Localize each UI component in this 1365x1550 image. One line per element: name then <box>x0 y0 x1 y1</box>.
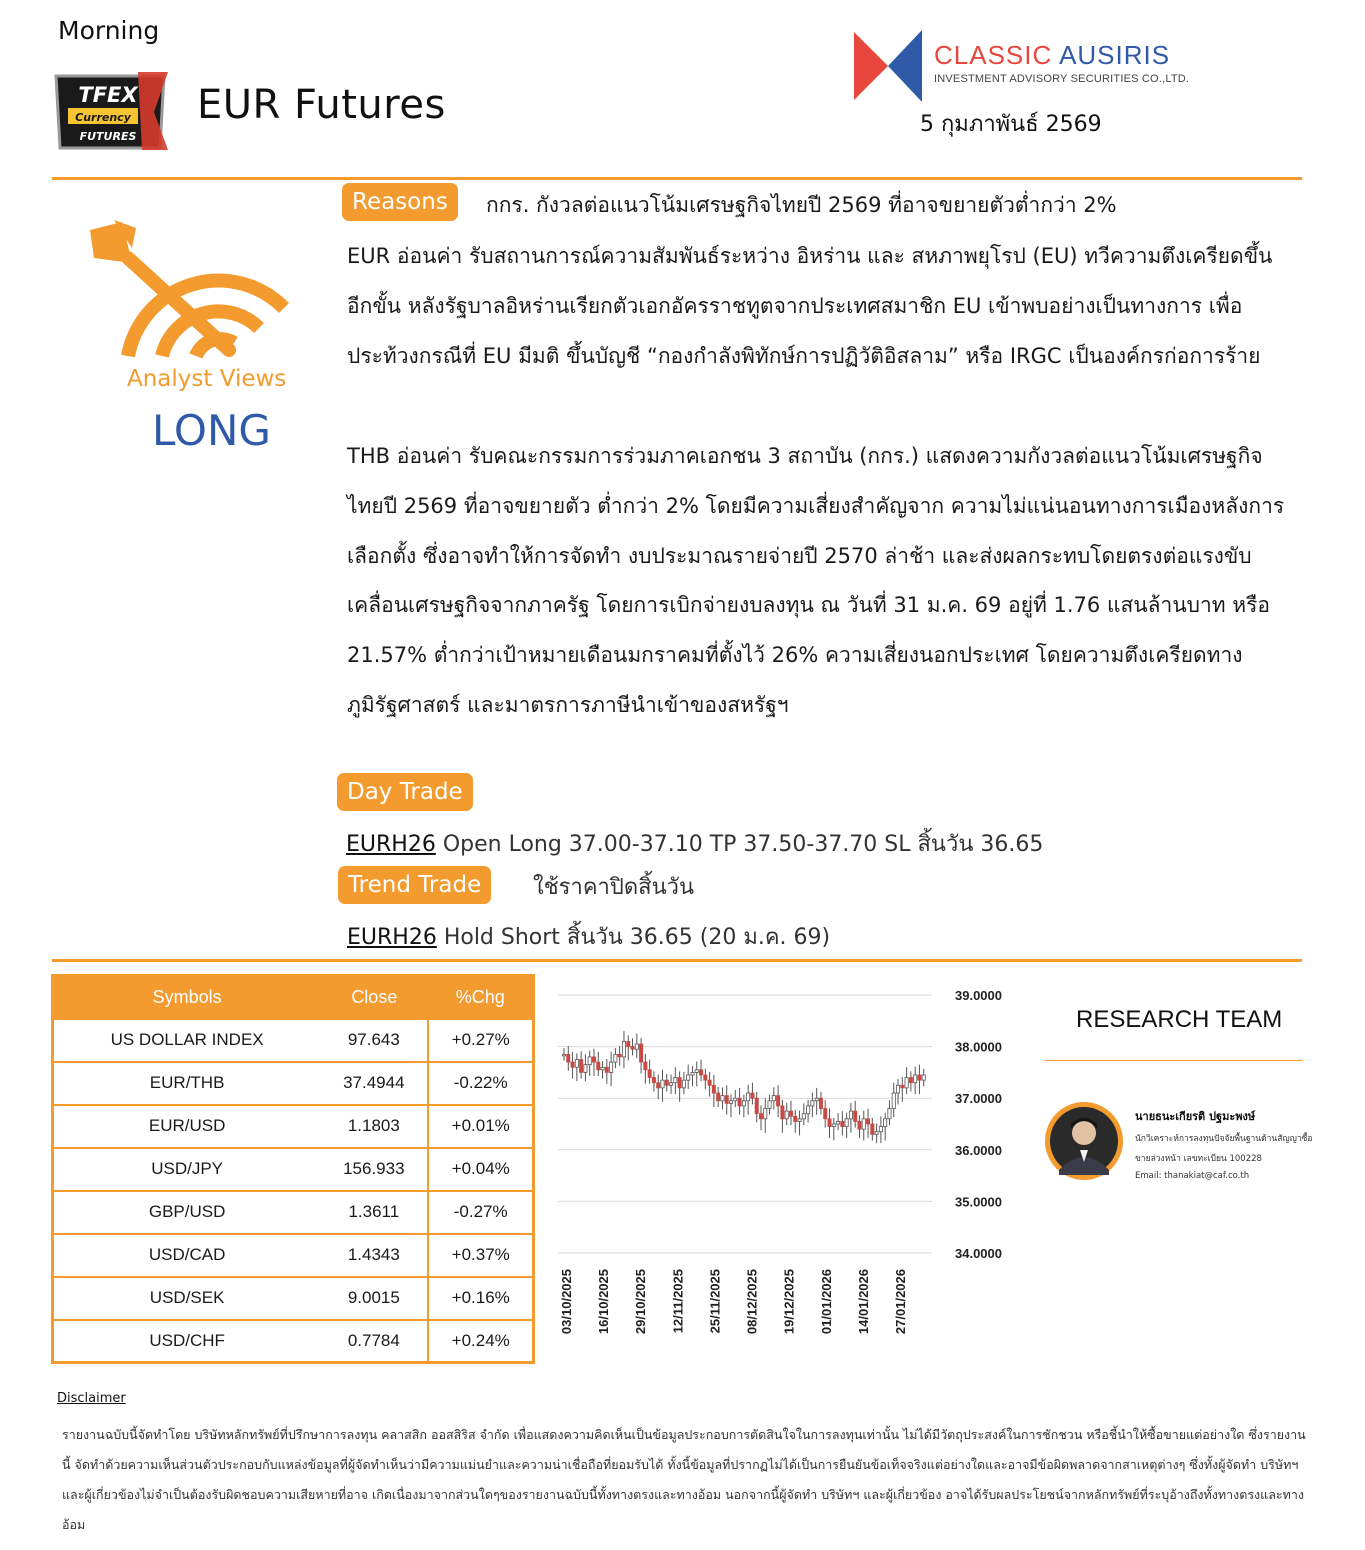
candle-body <box>648 1070 651 1078</box>
candle-body <box>644 1062 647 1070</box>
candle-body <box>781 1106 784 1119</box>
day-trade-detail: Open Long 37.00-37.10 TP 37.50-37.70 SL สิ้นวัน 36.65 <box>435 832 1044 857</box>
candle-body <box>785 1111 788 1119</box>
candle-body <box>862 1119 865 1129</box>
candle-body <box>725 1096 728 1104</box>
candle-body <box>866 1119 869 1124</box>
candle-body <box>687 1075 690 1080</box>
x-tick-label: 27/01/2026 <box>893 1269 908 1335</box>
candle-body <box>747 1093 750 1101</box>
candle-body <box>738 1098 741 1106</box>
candle-body <box>789 1111 792 1116</box>
candle-body <box>918 1075 921 1080</box>
candle-body <box>575 1060 578 1068</box>
analyst-license: ขายล่วงหน้า เลขทะเบียน 100228 <box>1135 1154 1262 1164</box>
edition-label: Morning <box>58 16 160 45</box>
candle-body <box>879 1127 882 1132</box>
candle-body <box>845 1119 848 1127</box>
candle-body <box>699 1070 702 1075</box>
candle-body <box>635 1044 638 1049</box>
x-tick-label: 16/10/2025 <box>596 1269 612 1335</box>
candle-body <box>657 1083 660 1088</box>
candle-body <box>669 1083 672 1086</box>
page-title: EUR Futures <box>197 82 446 128</box>
candle-body <box>618 1054 621 1057</box>
candle-body <box>815 1098 818 1101</box>
brand-subtitle: INVESTMENT ADVISORY SECURITIES CO.,LTD. <box>934 73 1190 85</box>
candle-body <box>922 1075 925 1080</box>
candle-body <box>772 1096 775 1101</box>
table-row: USD/JPY 156.933 +0.04% <box>53 1148 534 1191</box>
candle-body <box>794 1116 797 1121</box>
divider-middle <box>52 959 1302 962</box>
x-tick-label: 29/10/2025 <box>633 1269 649 1335</box>
report-date: 5 กุมภาพันธ์ 2569 <box>920 112 1102 137</box>
tfex-logo-futures: FUTURES <box>79 130 137 143</box>
candle-body <box>914 1075 917 1083</box>
x-tick-label: 01/01/2026 <box>818 1269 834 1335</box>
candle-body <box>614 1054 617 1062</box>
candle-body <box>652 1078 655 1083</box>
day-trade-recommendation <box>346 826 1043 861</box>
candle-body <box>849 1111 852 1119</box>
candle-body <box>704 1075 707 1080</box>
candle-body <box>759 1114 762 1119</box>
x-tick-label: 14/01/2026 <box>855 1269 871 1335</box>
candle-body <box>892 1093 895 1108</box>
candle-body <box>777 1096 780 1106</box>
candle-body <box>571 1062 574 1067</box>
candle-body <box>717 1093 720 1101</box>
candle-body <box>798 1119 801 1122</box>
candle-body <box>721 1096 724 1101</box>
classic-ausiris-logo-icon <box>852 28 924 104</box>
column-header-change: %Chg <box>428 976 533 1019</box>
market-summary-table <box>51 974 535 1364</box>
y-tick-label: 36.0000 <box>955 1142 1002 1158</box>
y-tick-label: 35.0000 <box>955 1194 1002 1210</box>
candle-body <box>802 1114 805 1119</box>
day-trade-symbol: EURH26 <box>346 832 436 857</box>
trend-trade-badge: Trend Trade <box>338 866 491 904</box>
candle-body <box>601 1067 604 1070</box>
candle-body <box>836 1121 839 1124</box>
research-team-divider <box>1045 1060 1303 1061</box>
eurh26-price-chart <box>540 975 1040 1375</box>
candle-body <box>901 1085 904 1088</box>
x-tick-label: 25/11/2025 <box>707 1269 723 1334</box>
candle-body <box>712 1085 715 1093</box>
candle-body <box>819 1098 822 1108</box>
candle-body <box>588 1057 591 1065</box>
trend-trade-note: ใช้ราคาปิดสิ้นวัน <box>533 875 695 900</box>
brand-name: CLASSIC AUSIRIS <box>934 40 1171 70</box>
candle-body <box>832 1124 835 1127</box>
table-row: US DOLLAR INDEX 97.643 +0.27% <box>53 1019 534 1062</box>
table-row: GBP/USD 1.3611 -0.27% <box>53 1191 534 1234</box>
candle-body <box>751 1093 754 1098</box>
y-tick-label: 37.0000 <box>955 1091 1002 1107</box>
x-tick-label: 19/12/2025 <box>781 1269 797 1335</box>
candle-body <box>884 1119 887 1127</box>
candle-body <box>764 1109 767 1119</box>
disclaimer-text: รายงานฉบับนี้จัดทำโดย บริษัทหลักทรัพย์ที่ปรึกษาการลงทุน คลาสสิก ออสสิริส จำกัด เพื่อแสดงความคิดเห็นเป็นข้อมูลประกอบการตัดสินใจในการลงทุนเท่านั้น ไม่ได้มีวัตถุประสงค์ในการชักชวน หรือชี้นำให้ซื้อขายแต่อย่างใด ซึ่งรายงานนี้ จัดทำด้วยความเห็นส่วนตัวประกอบกับแหล่งข้อมูลที่ผู้จัดทำเห็นว่ามีความแม่นยำและความน่าเชื่อถือที่ยอมรับได้ ทั้งนี้ข้อมูลที่ปรากฏไม่ได้เป็นการยืนยันข้อเท็จจริงแต่อย่างใดและอาจมีข้อผิดพลาดจากสาเหตุต่างๆ ซึ่งทั้งผู้จัดทำ บริษัทฯ และผู้เกี่ยวข้องไม่จำเป็นต้องรับผิดชอบความเสียหายที่อาจ เกิดเนื่องมาจากส่วนใดๆของรายงานฉบับนี้ทั้งทางตรงและทางอ้อม นอกจากนี้ผู้จัดทำ บริษัทฯ และผู้เกี่ยวข้อง อาจได้รับผลประโยชน์จากหลักทรัพย์ที่ระบุอ้างถึงทั้งทางตรงและทางอ้อม <box>62 1427 1306 1532</box>
y-tick-label: 39.0000 <box>955 988 1002 1003</box>
candle-body <box>678 1078 681 1088</box>
candle-body <box>592 1057 595 1062</box>
analyst-name: นายธนะเกียรติ ปฐมะพงษ์ <box>1135 1110 1256 1123</box>
trend-trade-detail: Hold Short สิ้นวัน 36.65 (20 ม.ค. 69) <box>436 925 831 950</box>
candle-body <box>580 1060 583 1073</box>
x-tick-label: 08/12/2025 <box>744 1269 760 1335</box>
candle-body <box>610 1062 613 1072</box>
candle-body <box>708 1080 711 1085</box>
table-row: USD/SEK 9.0015 +0.16% <box>53 1277 534 1320</box>
candle-body <box>905 1078 908 1088</box>
candle-body <box>562 1054 565 1056</box>
candle-body <box>734 1098 737 1101</box>
day-trade-badge: Day Trade <box>337 773 473 811</box>
analyst-role: นักวิเคราะห์การลงทุนปัจจัยพื้นฐานด้านสัญญาซื้อ <box>1135 1134 1313 1144</box>
analyst-email[interactable]: Email: thanakiat@caf.co.th <box>1135 1171 1250 1181</box>
research-team-title: RESEARCH TEAM <box>1076 1006 1283 1033</box>
tfex-currency-futures-logo <box>50 70 170 154</box>
reasons-badge: Reasons <box>342 183 458 221</box>
candle-body <box>622 1041 625 1056</box>
candle-body <box>854 1111 857 1121</box>
target-arrow-icon <box>84 218 294 368</box>
analyst-stance: LONG <box>152 406 271 455</box>
candle-body <box>729 1101 732 1104</box>
trend-trade-recommendation <box>347 919 830 954</box>
candle-body <box>828 1119 831 1127</box>
tfex-logo-word: TFEX <box>78 83 138 107</box>
candle-body <box>858 1121 861 1129</box>
candle-body <box>811 1101 814 1106</box>
disclaimer-title: Disclaimer <box>57 1391 126 1406</box>
table-row: EUR/THB 37.4944 -0.22% <box>53 1062 534 1105</box>
candle-body <box>691 1072 694 1075</box>
reason-paragraph-thb: THB อ่อนค่า รับคณะกรรมการร่วมภาคเอกชน 3 สถาบัน (กกร.) แสดงความกังวลต่อแนวโน้มเศรษฐกิจไทยปี 2569 ที่อาจขยายตัว ต่ำกว่า 2% โดยมีความเสี่ยงสำคัญจาก ความไม่แน่นอนทางการเมืองหลังการเลือกตั้ง ซึ่งอาจทำให้การจัดทำ งบประมาณรายจ่ายปี 2570 ล่าช้า และส่งผลกระทบโดยตรงต่อแรงขับเคลื่อนเศรษฐกิจจากภาครัฐ โดยการเบิกจ่ายงบลงทุน ณ วันที่ 31 ม.ค. 69 อยู่ที่ 1.76 แสนล้านบาท หรือ 21.57% ต่ำกว่าเป้าหมายเดือนมกราคมที่ตั้งไว้ 26% ความเสี่ยงนอกประเทศ โดยความตึงเครียดทางภูมิรัฐศาสตร์ และมาตรการภาษีนำเข้าของสหรัฐฯ <box>347 444 1285 717</box>
x-tick-label: 03/10/2025 <box>559 1269 574 1335</box>
reasons-headline: กกร. กังวลต่อแนวโน้มเศรษฐกิจไทยปี 2569 ที่อาจขยายตัวต่ำกว่า 2% <box>486 193 1117 217</box>
y-tick-label: 34.0000 <box>955 1246 1002 1261</box>
candle-body <box>674 1078 677 1083</box>
candle-body <box>841 1121 844 1126</box>
trend-trade-symbol: EURH26 <box>347 925 437 950</box>
analyst-avatar <box>1043 1100 1125 1182</box>
tfex-logo-currency: Currency <box>75 111 131 124</box>
candle-body <box>639 1044 642 1062</box>
candle-body <box>567 1054 570 1062</box>
candle-body <box>661 1080 664 1088</box>
divider-top <box>52 177 1302 180</box>
candle-body <box>584 1065 587 1073</box>
candle-body <box>755 1098 758 1113</box>
column-header-symbols: Symbols <box>53 976 321 1019</box>
candle-body <box>806 1106 809 1114</box>
candle-body <box>768 1101 771 1109</box>
candle-body <box>824 1109 827 1119</box>
candle-body <box>875 1132 878 1135</box>
candle-body <box>909 1078 912 1083</box>
reason-paragraph-eur: EUR อ่อนค่า รับสถานการณ์ความสัมพันธ์ระหว่าง อิหร่าน และ สหภาพยุโรป (EU) ทวีความตึงเครียดขึ้นอีกขั้น หลังรัฐบาลอิหร่านเรียกตัวเอกอัครราชทูตจากประเทศสมาชิก EU เข้าพบอย่างเป็นทางการ เพื่อประท้วงกรณีที่ EU มีมติ ขึ้นบัญชี “กองกำลังพิทักษ์การปฏิวัติอิสลาม” หรือ IRGC เป็นองค์กรก่อการร้าย <box>347 244 1273 368</box>
candle-body <box>682 1080 685 1088</box>
candle-body <box>631 1047 634 1050</box>
x-tick-label: 12/11/2025 <box>670 1269 686 1334</box>
table-row: USD/CHF 0.7784 +0.24% <box>53 1320 534 1363</box>
analyst-views-label: Analyst Views <box>127 366 287 392</box>
candle-body <box>695 1070 698 1073</box>
candle-body <box>871 1124 874 1134</box>
candle-body <box>605 1067 608 1072</box>
candle-body <box>665 1080 668 1085</box>
column-header-close: Close <box>320 976 428 1019</box>
table-row: EUR/USD 1.1803 +0.01% <box>53 1105 534 1148</box>
candle-body <box>627 1041 630 1046</box>
candle-body <box>896 1085 899 1093</box>
candle-body <box>597 1062 600 1070</box>
table-row: USD/CAD 1.4343 +0.37% <box>53 1234 534 1277</box>
candle-body <box>742 1101 745 1106</box>
candle-body <box>888 1109 891 1119</box>
y-tick-label: 38.0000 <box>955 1039 1002 1055</box>
